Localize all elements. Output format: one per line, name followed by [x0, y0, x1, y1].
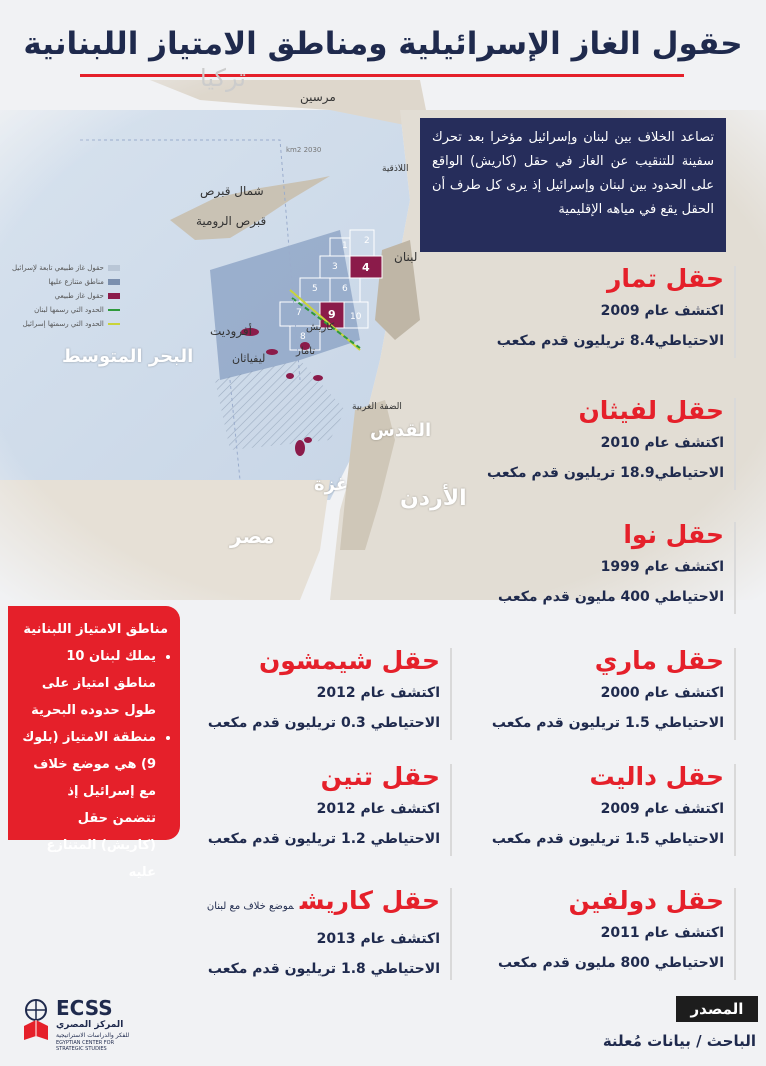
- label-west-bank: الضفة الغربية: [352, 402, 402, 412]
- field-divider: [450, 648, 452, 740]
- legend-item: مناطق متنازع عليها: [48, 278, 104, 286]
- field-shimshon: [208, 644, 440, 738]
- field-reserve: الاحتياطي 1.5 تريليون قدم مكعب: [491, 715, 724, 731]
- field-year: اكتشف عام 2013: [316, 931, 440, 947]
- field-year: اكتشف عام 2000: [600, 685, 724, 701]
- field-reserve: الاحتياطي 1.2 تريليون قدم مكعب: [207, 831, 440, 847]
- logo-line3: EGYPTIAN CENTER FOR STRATEGIC STUDIES: [56, 1040, 115, 1052]
- field-divider: [734, 266, 736, 358]
- label-lebanon: لبنان: [394, 250, 418, 264]
- legend-swatch: [108, 265, 120, 271]
- concession-box: [8, 606, 180, 880]
- field-year: اكتشف عام 2010: [600, 435, 724, 451]
- field-name: حقل داليت: [589, 762, 724, 791]
- label-egypt: مصر: [230, 524, 275, 548]
- block-9: 9: [328, 308, 336, 321]
- field-name: حقل دولفين: [568, 886, 724, 915]
- field-reserve: الاحتياطي18.9 تريليون قدم مكعب: [487, 465, 724, 481]
- field-year: اكتشف عام 2009: [600, 303, 724, 319]
- logo-emblem-icon: [20, 996, 52, 1046]
- field-name: حقل تنين: [320, 762, 440, 791]
- concession-point: • منطقة الامتياز (بلوك 9) هي موضع خلاف مع إسرائيل إذ تتضمن حقل (كاريش) المتنازع عليه: [20, 724, 156, 886]
- label-turkey: تركيا: [200, 64, 246, 92]
- field-reserve: الاحتياطي 400 مليون قدم مكعب: [498, 589, 724, 605]
- label-jordan: الأردن: [400, 486, 467, 511]
- label-karish: كاريش: [306, 322, 335, 333]
- field-mari: [492, 644, 724, 738]
- field-divider: [734, 764, 736, 856]
- block-8: 8: [300, 332, 306, 342]
- field-divider: [734, 648, 736, 740]
- field-reserve: الاحتياطي 1.5 تريليون قدم مكعب: [491, 831, 724, 847]
- field-divider: [450, 764, 452, 856]
- block-4: 4: [362, 261, 370, 274]
- field-reserve: الاحتياطي8.4 تريليون قدم مكعب: [496, 333, 724, 349]
- page-title: حقول الغاز الإسرائيلية ومناطق الامتياز اللبنانية: [23, 26, 743, 62]
- field-name: حقل ماري: [594, 646, 724, 675]
- legend-swatch: [108, 309, 120, 311]
- ecss-logo: [20, 996, 140, 1052]
- field-name: حقل تمار: [607, 264, 724, 293]
- intro-box: تصاعد الخلاف بين لبنان وإسرائيل مؤخرا بعد تحرك سفينة للتنقيب عن الغاز في حقل (كاريش) الواقع على الحدود بين لبنان وإسرائيل إذ يرى كل طرف أن الحقل يقع في مياهه الإقليمية: [420, 118, 726, 252]
- field-name: حقل لفيثان: [578, 396, 724, 425]
- block-3: 3: [332, 262, 338, 272]
- label-north-cyprus: شمال قبرص: [200, 184, 264, 198]
- field-divider: [734, 398, 736, 490]
- label-gaza: غزة: [314, 474, 349, 495]
- legend-swatch: [108, 323, 120, 325]
- source-text: الباحث / بيانات مُعلنة: [602, 1032, 756, 1050]
- legend-item: الحدود التي رسمها لبنان: [34, 306, 104, 314]
- field-tamar: [497, 262, 724, 356]
- legend-item: الحدود التي رسمتها إسرائيل: [22, 320, 104, 328]
- legend-swatch: [108, 279, 120, 285]
- field-reserve: الاحتياطي 1.8 تريليون قدم مكعب: [207, 961, 440, 977]
- field-karish: [207, 884, 440, 984]
- label-leviathan: ليفياثان: [232, 352, 266, 365]
- logo-line2: للفكر والدراسات الاستراتيجية: [56, 1032, 130, 1039]
- block-7: 7: [296, 308, 302, 318]
- field-name-text: حقل كاريش: [299, 886, 440, 915]
- logo-line1: المركز المصري: [56, 1020, 124, 1030]
- block-1: 1: [342, 241, 348, 251]
- legend-item: حقول غاز طبيعي تابعة لإسرائيل: [12, 264, 104, 272]
- logo-name: ECSS: [56, 996, 113, 1020]
- block-5: 5: [312, 284, 318, 294]
- label-mersin: مرسين: [300, 90, 336, 104]
- label-jerusalem: القدس: [370, 420, 432, 441]
- field-year: اكتشف عام 2011: [600, 925, 724, 941]
- block-2: 2: [364, 236, 370, 246]
- concession-point: • يملك لبنان 10 مناطق امتياز على طول حدوده البحرية: [20, 643, 156, 724]
- block-10: 10: [350, 312, 362, 322]
- field-year: اكتشف عام 1999: [600, 559, 724, 575]
- field-divider: [450, 888, 452, 980]
- label-tamar: تامار: [296, 346, 316, 357]
- field-name: [207, 884, 440, 924]
- label-aphrodite: أفروديت: [210, 324, 252, 338]
- concession-list: [20, 643, 168, 886]
- field-reserve: الاحتياطي 800 مليون قدم مكعب: [498, 955, 724, 971]
- field-note: موضع خلاف مع لبنان: [206, 901, 294, 912]
- source-label: المصدر: [676, 996, 758, 1022]
- label-mediterranean: البحر المتوسط: [62, 346, 194, 367]
- legend-swatch: [108, 293, 120, 299]
- label-latakia: اللاذقية: [382, 164, 409, 174]
- field-year: اكتشف عام 2009: [600, 801, 724, 817]
- label-area-note: 2030 km2: [286, 146, 322, 154]
- field-name: حقل نوا: [623, 520, 724, 549]
- field-tanin: [208, 760, 440, 854]
- map-legend: [12, 264, 120, 334]
- block-6: 6: [342, 284, 348, 294]
- field-dalit: [492, 760, 724, 854]
- concession-heading: مناطق الامتياز اللبنانية: [23, 622, 168, 637]
- label-cyprus: قبرص الرومية: [196, 214, 267, 228]
- field-leviathan: [487, 394, 724, 488]
- title-underline: [80, 74, 684, 77]
- field-name: حقل شيمشون: [258, 646, 440, 675]
- field-year: اكتشف عام 2012: [316, 801, 440, 817]
- field-noa: [498, 518, 724, 612]
- legend-item: حقول غاز طبيعي: [54, 292, 104, 300]
- field-year: اكتشف عام 2012: [316, 685, 440, 701]
- field-dolphin: [498, 884, 724, 978]
- field-divider: [734, 888, 736, 980]
- field-divider: [734, 522, 736, 614]
- field-reserve: الاحتياطي 0.3 تريليون قدم مكعب: [207, 715, 440, 731]
